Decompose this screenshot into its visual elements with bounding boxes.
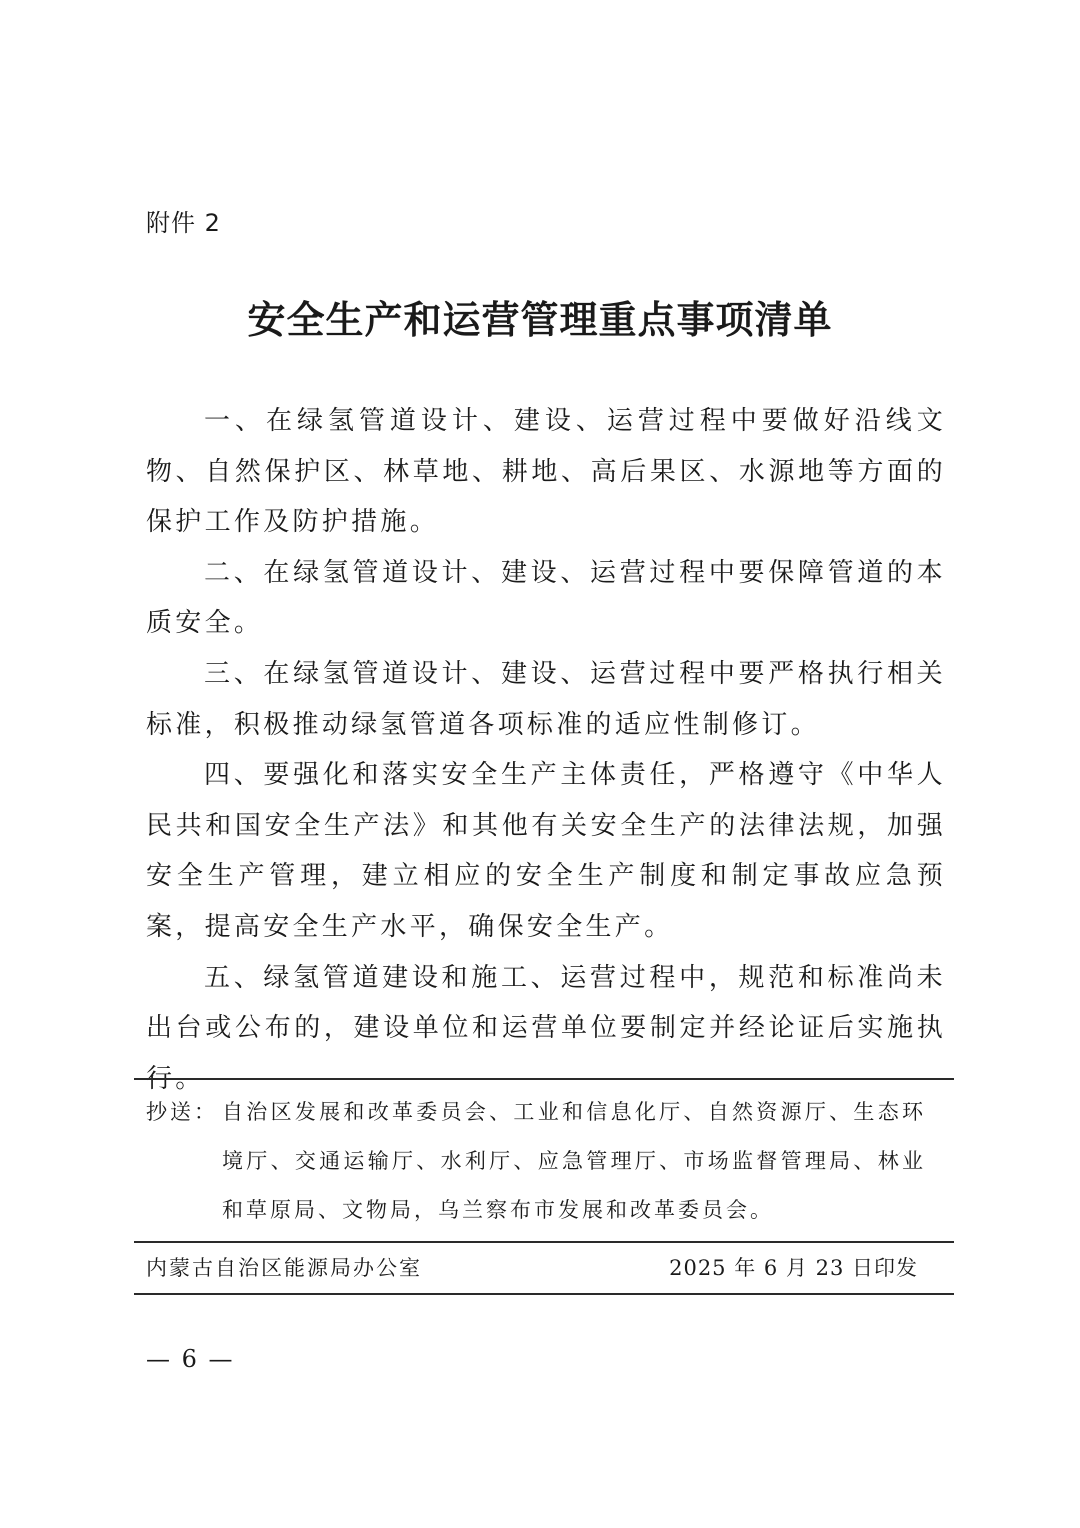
divider-middle (134, 1241, 954, 1243)
issue-date: 2025 年 6 月 23 日印发 (669, 1256, 918, 1280)
divider-bottom (134, 1293, 954, 1295)
paragraph-5: 五、绿氢管道建设和施工、运营过程中，规范和标准尚未出台或公布的，建设单位和运营单位要制定并经论证后实施执行。 (146, 962, 946, 1094)
attachment-label: 附件 2 (146, 209, 221, 237)
paragraph-1: 一、在绿氢管道设计、建设、运营过程中要做好沿线文物、自然保护区、林草地、耕地、高后果区、水源地等方面的保护工作及防护措施。 (146, 406, 946, 538)
cc-label: 抄送： (146, 1100, 218, 1124)
cc-section (146, 1088, 926, 1235)
issuing-office: 内蒙古自治区能源局办公室 (146, 1256, 422, 1280)
paragraph-2: 二、在绿氢管道设计、建设、运营过程中要保障管道的本质安全。 (146, 557, 946, 639)
divider-top (134, 1078, 954, 1080)
page-number: — 6 — (146, 1345, 235, 1373)
document-body (146, 396, 946, 1104)
paragraph-4: 四、要强化和落实安全生产主体责任，严格遵守《中华人民共和国安全生产法》和其他有关安全生产的法律法规，加强安全生产管理，建立相应的安全生产制度和制定事故应急预案，提高安全生产水平，确保安全生产。 (146, 760, 946, 942)
document-title: 安全生产和运营管理重点事项清单 (247, 297, 833, 342)
paragraph-3: 三、在绿氢管道设计、建设、运营过程中要严格执行相关标准，积极推动绿氢管道各项标准的适应性制修订。 (146, 658, 946, 740)
cc-recipients: 自治区发展和改革委员会、工业和信息化厅、自然资源厅、生态环境厅、交通运输厅、水利厅、应急管理厅、市场监督管理局、林业和草原局、文物局，乌兰察布市发展和改革委员会。 (222, 1100, 926, 1222)
